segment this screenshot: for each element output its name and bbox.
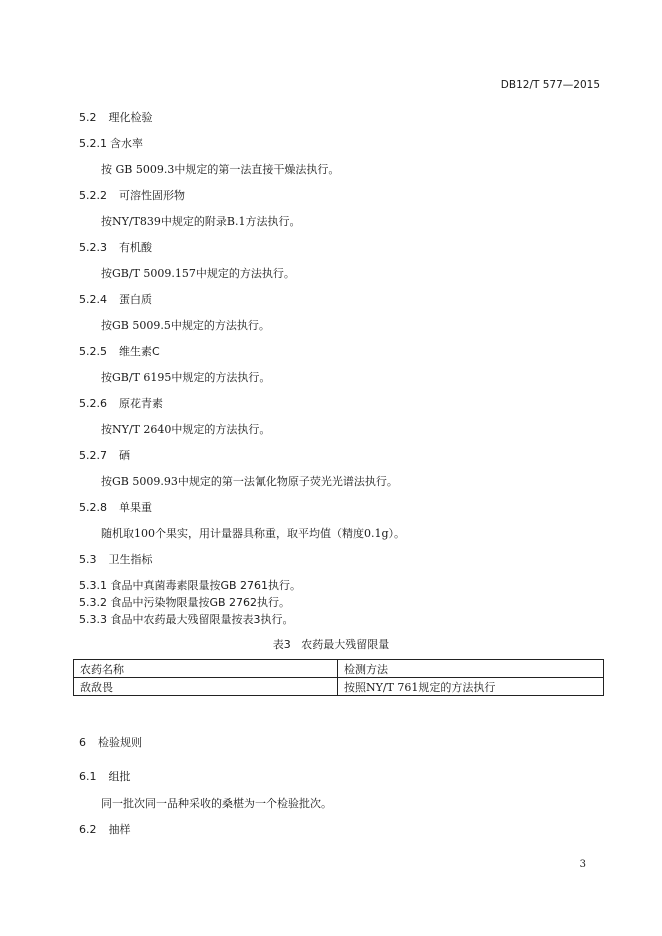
heading-title: 有机酸 — [119, 241, 152, 254]
heading-title: 组批 — [108, 770, 131, 783]
body-6-1: 同一批次同一品种采收的桑椹为一个检验批次。 — [101, 797, 332, 810]
heading-number: 5.2.7 — [79, 449, 107, 462]
heading-5-2 — [79, 109, 153, 125]
heading-number: 5.2.8 — [79, 501, 107, 514]
body-5-2-1: 按 GB 5009.3中规定的第一法直接干燥法执行。 — [101, 163, 340, 176]
body-5-2-4: 按GB 5009.5中规定的方法执行。 — [101, 319, 270, 332]
heading-number: 5.2.5 — [79, 345, 107, 358]
clause-5-3-1: 5.3.1 食品中真菌毒素限量按GB 2761执行。 — [79, 579, 302, 592]
heading-number: 5.2.4 — [79, 293, 107, 306]
heading-title: 维生素C — [119, 345, 160, 358]
heading-number: 5.2.1 — [79, 137, 107, 150]
heading-number: 6.2 — [79, 823, 97, 836]
table-header-cell: 农药名称 — [74, 660, 338, 678]
heading-5-2-8 — [79, 499, 152, 515]
heading-6 — [79, 734, 142, 750]
heading-title: 检验规则 — [98, 736, 142, 749]
clause-5-3-3: 5.3.3 食品中农药最大残留限量按表3执行。 — [79, 613, 294, 626]
table-row — [74, 678, 604, 696]
heading-title: 可溶性固形物 — [119, 189, 185, 202]
heading-5-2-6 — [79, 395, 163, 411]
heading-title: 硒 — [119, 449, 130, 462]
heading-number: 5.2 — [79, 111, 97, 124]
table-caption: 表3 农药最大残留限量 — [272, 638, 390, 651]
heading-5-2-2 — [79, 187, 185, 203]
heading-title: 卫生指标 — [108, 553, 153, 566]
heading-5-2-7 — [79, 447, 130, 463]
heading-title: 单果重 — [119, 501, 152, 514]
table-header-row — [74, 660, 604, 678]
page-number: 3 — [579, 859, 586, 870]
heading-title: 抽样 — [108, 823, 131, 836]
body-5-2-2: 按NY/T839中规定的附录B.1方法执行。 — [101, 215, 301, 228]
body-5-2-8: 随机取100个果实，用计量器具称重，取平均值（精度0.1g）。 — [101, 527, 406, 540]
body-5-2-5: 按GB/T 6195中规定的方法执行。 — [101, 371, 271, 384]
document-number: DB12/T 577—2015 — [500, 79, 600, 91]
heading-5-2-5 — [79, 343, 160, 359]
heading-5-3 — [79, 551, 153, 567]
heading-number: 5.2.2 — [79, 189, 107, 202]
table-cell: 按照NY/T 761规定的方法执行 — [338, 678, 604, 696]
clause-5-3-2: 5.3.2 食品中污染物限量按GB 2762执行。 — [79, 596, 291, 609]
body-5-2-7: 按GB 5009.93中规定的第一法氰化物原子荧光光谱法执行。 — [101, 475, 398, 488]
heading-number: 6 — [79, 736, 86, 749]
body-5-2-3: 按GB/T 5009.157中规定的方法执行。 — [101, 267, 295, 280]
table-header-cell: 检测方法 — [338, 660, 604, 678]
heading-number: 6.1 — [79, 770, 97, 783]
heading-number: 5.2.6 — [79, 397, 107, 410]
heading-number: 5.2.3 — [79, 241, 107, 254]
table-cell: 敌敌畏 — [74, 678, 338, 696]
heading-number: 5.3 — [79, 553, 97, 566]
pesticide-table — [73, 659, 604, 696]
heading-5-2-3 — [79, 239, 152, 255]
heading-title: 蛋白质 — [119, 293, 152, 306]
heading-5-2-4 — [79, 291, 152, 307]
heading-6-1 — [79, 768, 131, 784]
heading-title: 含水率 — [110, 137, 143, 150]
body-5-2-6: 按NY/T 2640中规定的方法执行。 — [101, 423, 271, 436]
heading-6-2 — [79, 821, 131, 837]
heading-title: 理化检验 — [108, 111, 153, 124]
heading-title: 原花青素 — [119, 397, 163, 410]
heading-5-2-1 — [79, 135, 143, 151]
